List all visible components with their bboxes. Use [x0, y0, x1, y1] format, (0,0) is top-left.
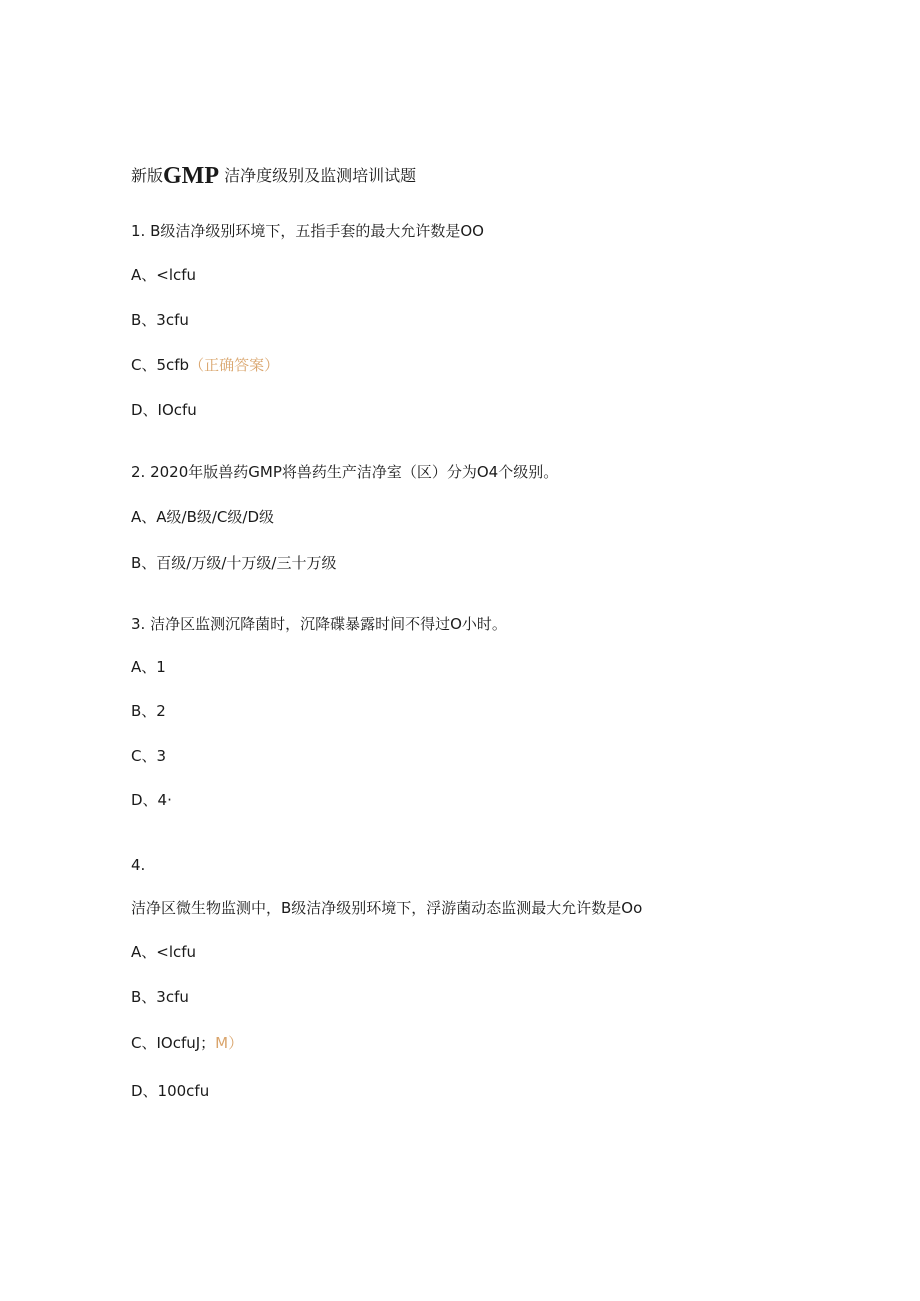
correct-answer-mark: （正确答案）: [189, 356, 280, 374]
title-gmp: GMP: [163, 163, 219, 189]
correct-answer-mark: M）: [215, 1034, 244, 1052]
question-4-text: 洁净区微生物监测中，B级洁净级别环境下，浮游菌动态监测最大允许数是Oo: [131, 899, 643, 917]
title-suffix: 洁净度级别及监测培训试题: [224, 166, 417, 185]
option-text: C、5cfb: [131, 356, 190, 374]
question-4-number: 4.: [131, 856, 146, 874]
question-4-option-d: D、100cfu: [131, 1082, 210, 1100]
question-2-option-b: B、百级/万级/十万级/三十万级: [131, 554, 337, 572]
question-1-option-a: A、<lcfu: [131, 266, 197, 284]
question-3-option-b: B、2: [131, 702, 166, 720]
question-3-option-d: D、4·: [131, 791, 172, 809]
question-2-option-a: A、A级/B级/C级/D级: [131, 508, 274, 526]
question-3-option-c: C、3: [131, 747, 167, 765]
question-4-option-b: B、3cfu: [131, 988, 189, 1006]
question-1-option-b: B、3cfu: [131, 311, 189, 329]
question-2-text: 2. 2020年版兽药GMP将兽药生产洁净室（区）分为O4个级别。: [131, 463, 559, 481]
question-4-option-a: A、<lcfu: [131, 943, 197, 961]
question-1-option-c: [131, 355, 279, 375]
question-1-option-d: D、IOcfu: [131, 401, 197, 419]
question-3-option-a: A、1: [131, 658, 166, 676]
question-1-text: 1. B级洁净级别环境下，五指手套的最大允许数是OO: [131, 222, 484, 240]
question-4-option-c: [131, 1033, 243, 1053]
page-title: [131, 163, 417, 189]
title-prefix: 新版: [131, 166, 164, 185]
option-text: C、IOcfuJ；: [131, 1034, 216, 1052]
question-3-text: 3. 洁净区监测沉降菌时，沉降碟暴露时间不得过O小时。: [131, 615, 507, 633]
